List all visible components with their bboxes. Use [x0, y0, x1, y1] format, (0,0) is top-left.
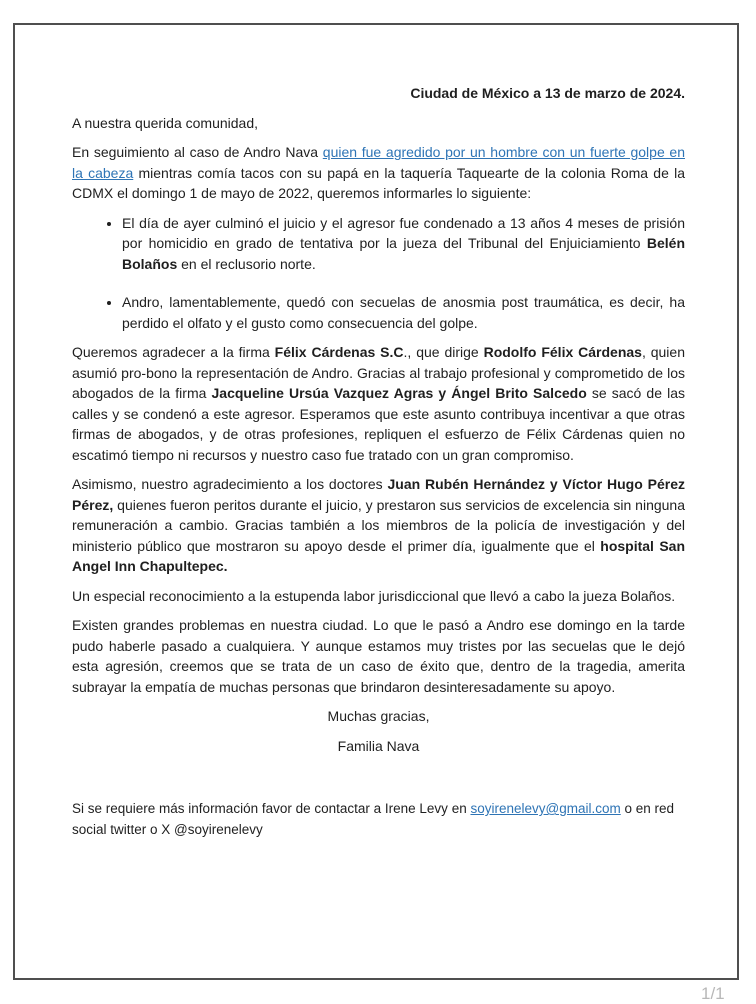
- assault-news-link[interactable]: quien fue agredido por un hombre con un fuerte golpe en la cabeza: [72, 144, 685, 181]
- date-line: Ciudad de México a 13 de marzo de 2024.: [410, 85, 685, 101]
- closing-thanks: Muchas gracias,: [327, 708, 430, 724]
- contact-note: Si se requiere más información favor de contactar a Irene Levy en soyirenelevy@gmail.com o en red social twitter o X @soyirenelevy: [72, 801, 675, 837]
- intro-paragraph: En seguimiento al caso de Andro Nava quien fue agredido por un hombre con un fuerte golpe en la cabeza mientras comía tacos con su papá en la taquería Taquearte de la colonia Roma de la CDMX el domingo 1 de mayo de 2022, queremos informarles lo siguiente:: [72, 144, 685, 201]
- paragraph-judge-recognition: Un especial reconocimiento a la estupenda labor jurisdiccional que llevó a cabo la jueza Bolaños.: [72, 587, 676, 604]
- bullet-sequelae: • Andro, lamentablemente, quedó con secuelas de anosmia post traumática, es decir, ha perdido el olfato y el gusto como consecuencia del golpe.: [122, 292, 685, 333]
- contact-email-link[interactable]: soyirenelevy@gmail.com: [470, 801, 621, 816]
- paragraph-gratitude-experts: Asimismo, nuestro agradecimiento a los doctores Juan Rubén Hernández y Víctor Hugo Pérez Pérez, quienes fueron peritos durante el juicio, y prestaron sus servicios de excelencia sin ninguna remuneración a cambio. Gracias también a los miembros de la policía de investigación y del ministerio público que mostraron su apoyo desde el primer día, igualmente que el hospital San Angel Inn Chapultepec.: [72, 476, 686, 574]
- salutation: A nuestra querida comunidad,: [72, 114, 259, 131]
- page-indicator: 1/1: [701, 984, 725, 1003]
- bullet-list: [72, 213, 685, 334]
- closing-signature: Familia Nava: [337, 737, 420, 754]
- letter-page: [13, 23, 739, 980]
- bullet-verdict: • El día de ayer culminó el juicio y el agresor fue condenado a 13 años 4 meses de prisión por homicidio en grado de tentativa por la jueza del Tribunal del Enjuiciamiento Belén Bolaños en el reclusorio norte.: [122, 213, 685, 275]
- paragraph-gratitude-firm: Queremos agradecer a la firma Félix Cárdenas S.C., que dirige Rodolfo Félix Cárdenas, quien asumió pro-bono la representación de Andro. Gracias al trabajo profesional y comprometido de los abogados de la firma Jacqueline Ursúa Vazquez Agras y Ángel Brito Salcedo se sacó de las calles y se condenó a este agresor. Esperamos que este asunto contribuya incentivar a que otras firmas de abogados, y de otras profesiones, repliquen el esfuerzo de Félix Cárdenas quien no escatimó tiempo ni recursos y nuestro caso fue tratado con un gran compromiso.: [72, 344, 686, 463]
- paragraph-city-reflection: Existen grandes problemas en nuestra ciudad. Lo que le pasó a Andro ese domingo en la tarde pudo haberle pasado a cualquiera. Y aunque estamos muy tristes por las secuelas que le dejó esta agresión, creemos que se trata de un caso de éxito que, dentro de la tragedia, amerita subrayar la empatía de muchas personas que brindaron desinteresadamente su apoyo.: [72, 617, 685, 695]
